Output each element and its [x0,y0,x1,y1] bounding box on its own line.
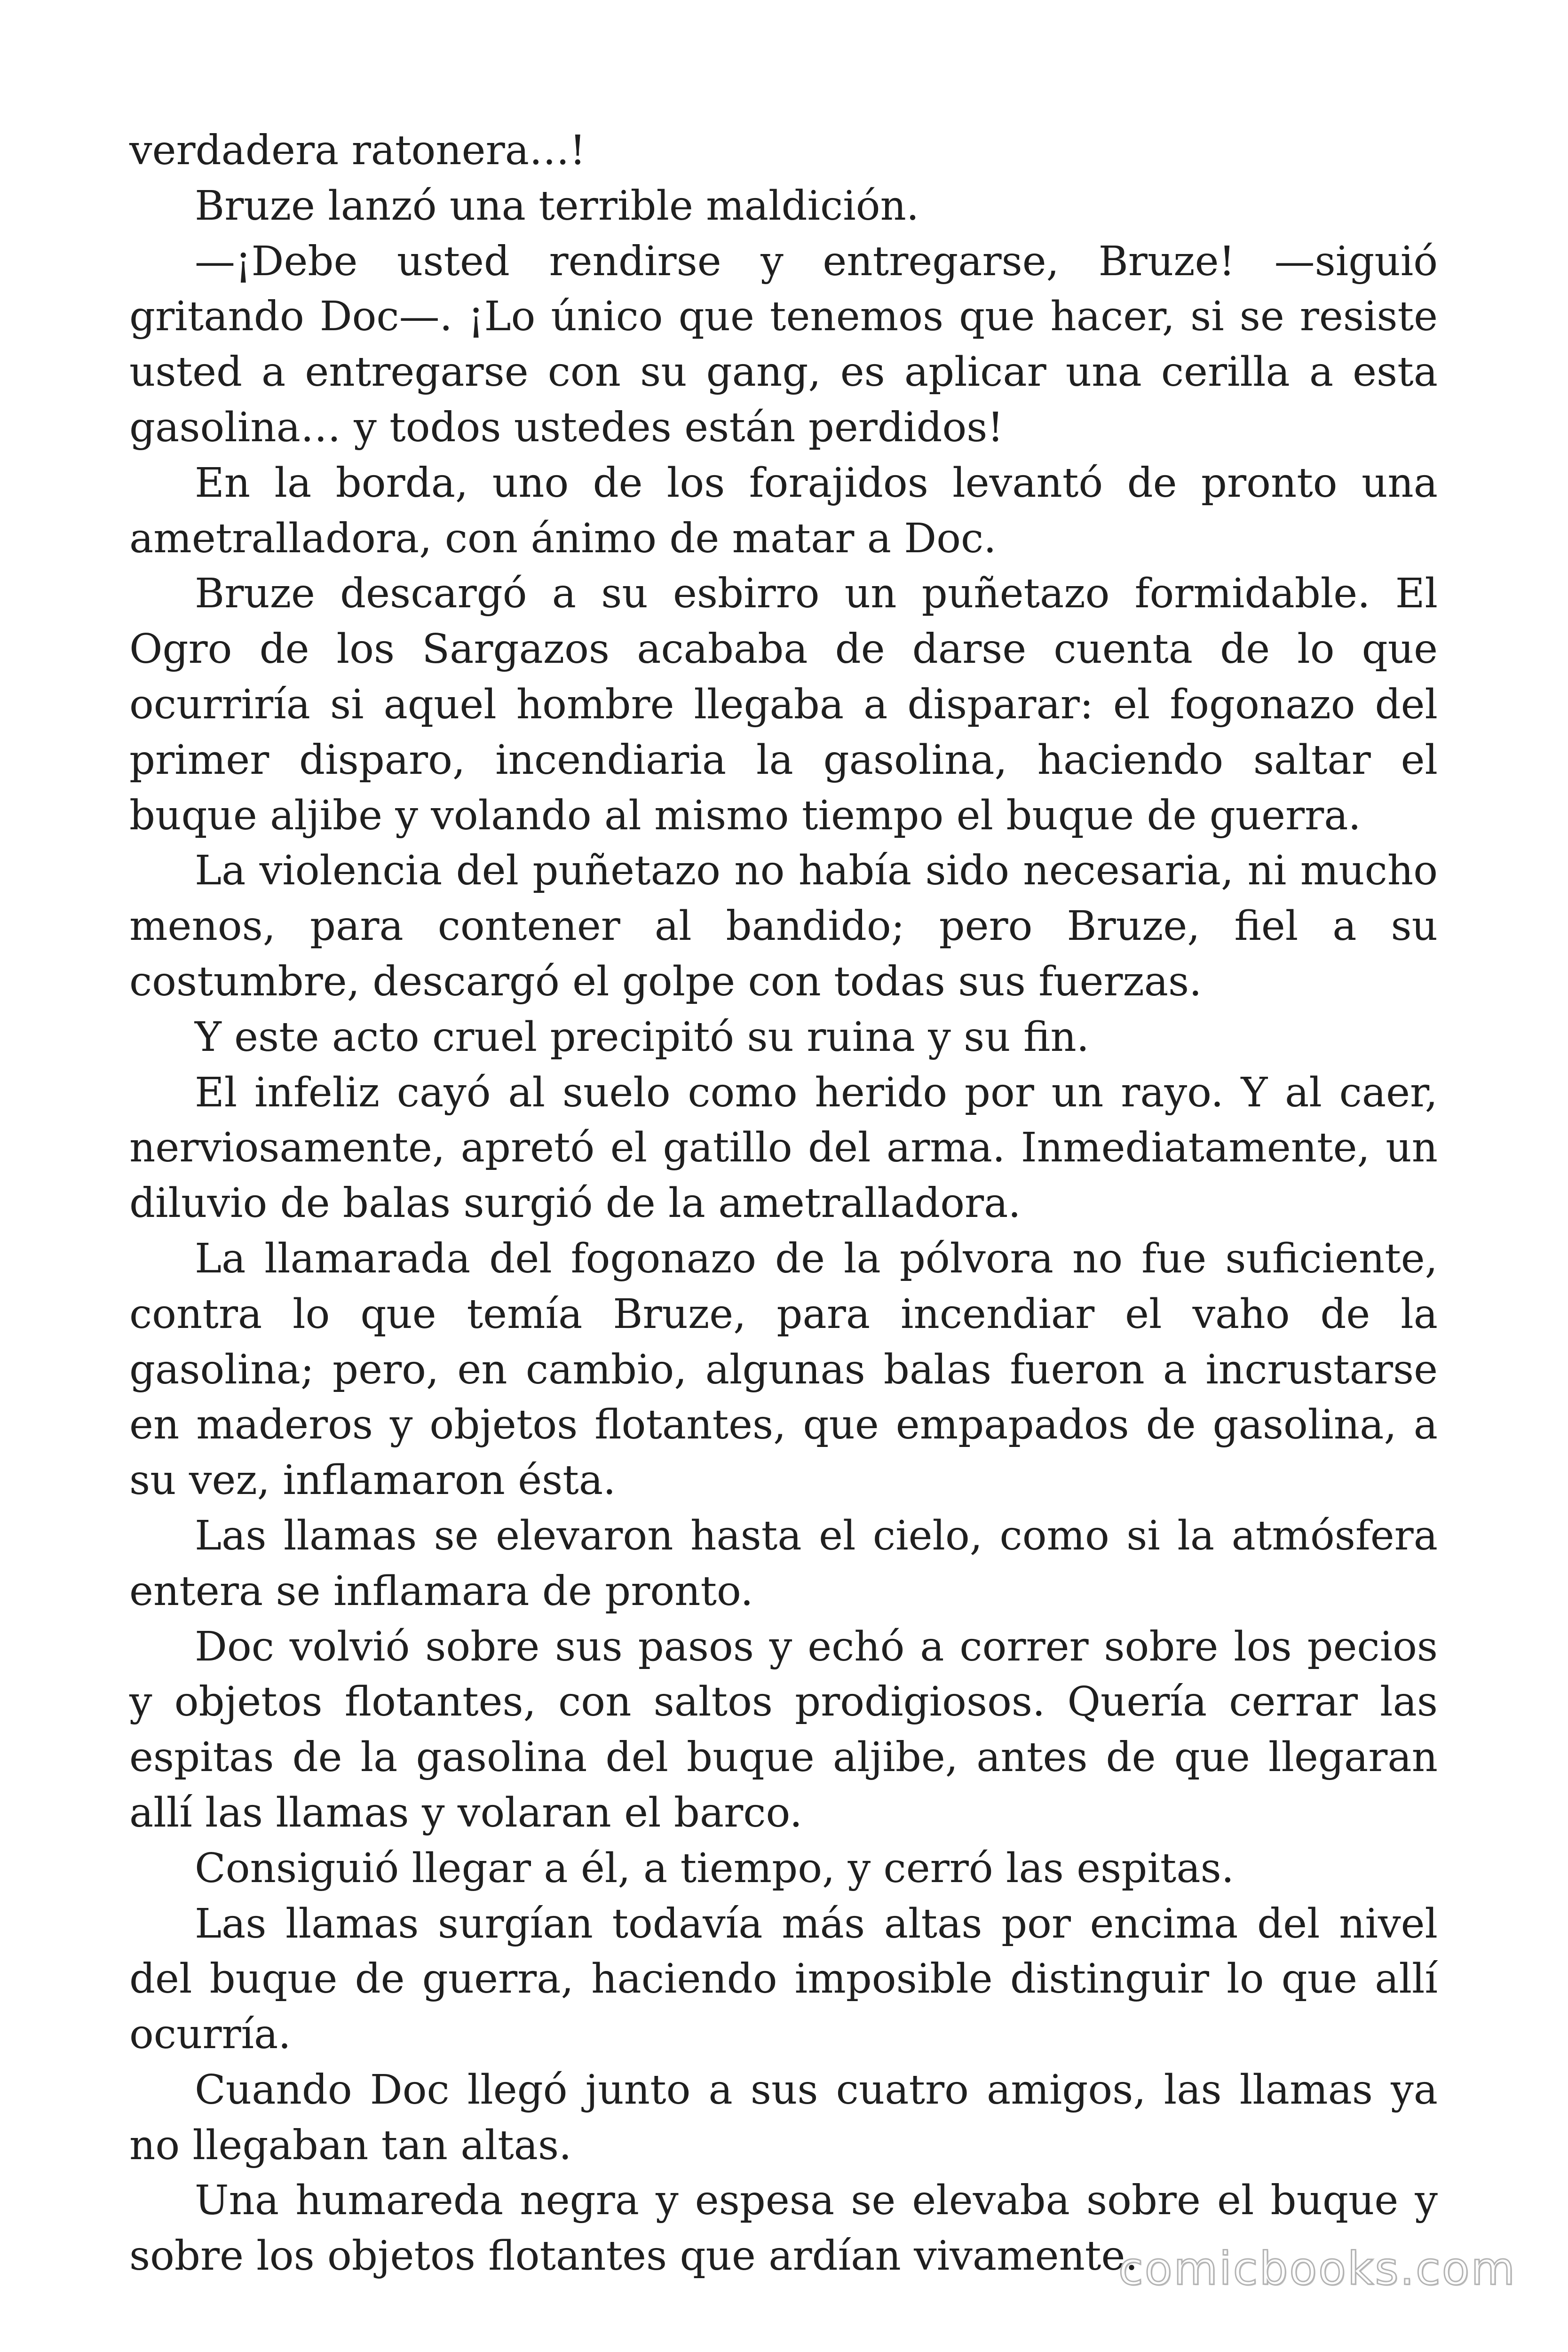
paragraph: Bruze lanzó una terrible maldición. [195,182,919,230]
paragraph: Las llamas surgían todavía más altas por encima del nivel del buque de guerra, haciendo imposible distinguir lo que allí ocurría. [129,1900,1438,2058]
paragraph: Y este acto cruel precipitó su ruina y su fin. [195,1013,1090,1061]
paragraph: La violencia del puñetazo no había sido necesaria, ni mucho menos, para contener al bandido; pero Bruze, fiel a su costumbre, descargó el golpe con todas sus fuerzas. [129,847,1438,1005]
paragraph: Doc volvió sobre sus pasos y echó a correr sobre los pecios y objetos flotantes, con saltos prodigiosos. Quería cerrar las espitas de la gasolina del buque aljibe, antes de que llegaran allí las llamas y volaran el barco. [129,1623,1438,1836]
paragraph-continuation: verdadera ratonera…! [129,127,586,174]
paragraph: Bruze descargó a su esbirro un puñetazo formidable. El Ogro de los Sargazos acababa de darse cuenta de lo que ocurriría si aquel hombre llegaba a disparar: el fogonazo del primer disparo, incendiaria la gasolina, haciendo saltar el buque aljibe y volando al mismo tiempo el buque de guerra. [129,570,1438,839]
paragraph: En la borda, uno de los forajidos levantó de pronto una ametralladora, con ánimo de matar a Doc. [129,459,1438,562]
watermark: comicbooks.com [1118,2242,1516,2295]
paragraph: La llamarada del fogonazo de la pólvora no fue suficiente, contra lo que temía Bruze, para incendiar el vaho de la gasolina; pero, en cambio, algunas balas fueron a incrustarse en maderos y objetos flotantes, que empapados de gasolina, a su vez, inflamaron ésta. [129,1235,1438,1504]
paragraph: El infeliz cayó al suelo como herido por un rayo. Y al caer, nerviosamente, apretó el gatillo del arma. Inmediatamente, un diluvio de balas surgió de la ametralladora. [129,1069,1438,1227]
paragraph: Una humareda negra y espesa se elevaba sobre el buque y sobre los objetos flotantes que ardían vivamente. [129,2177,1438,2280]
paragraph: Consiguió llegar a él, a tiempo, y cerró las espitas. [195,1844,1235,1892]
page-body [129,123,1438,2284]
paragraph: Las llamas se elevaron hasta el cielo, como si la atmósfera entera se inflamara de pronto. [129,1512,1438,1615]
paragraph: —¡Debe usted rendirse y entregarse, Bruze! —siguió gritando Doc—. ¡Lo único que tenemos que hacer, si se resiste usted a entregarse con su gang, es aplicar una cerilla a esta gasolina… y todos ustedes están perdidos! [129,238,1438,451]
paragraph: Cuando Doc llegó junto a sus cuatro amigos, las llamas ya no llegaban tan altas. [129,2066,1438,2169]
